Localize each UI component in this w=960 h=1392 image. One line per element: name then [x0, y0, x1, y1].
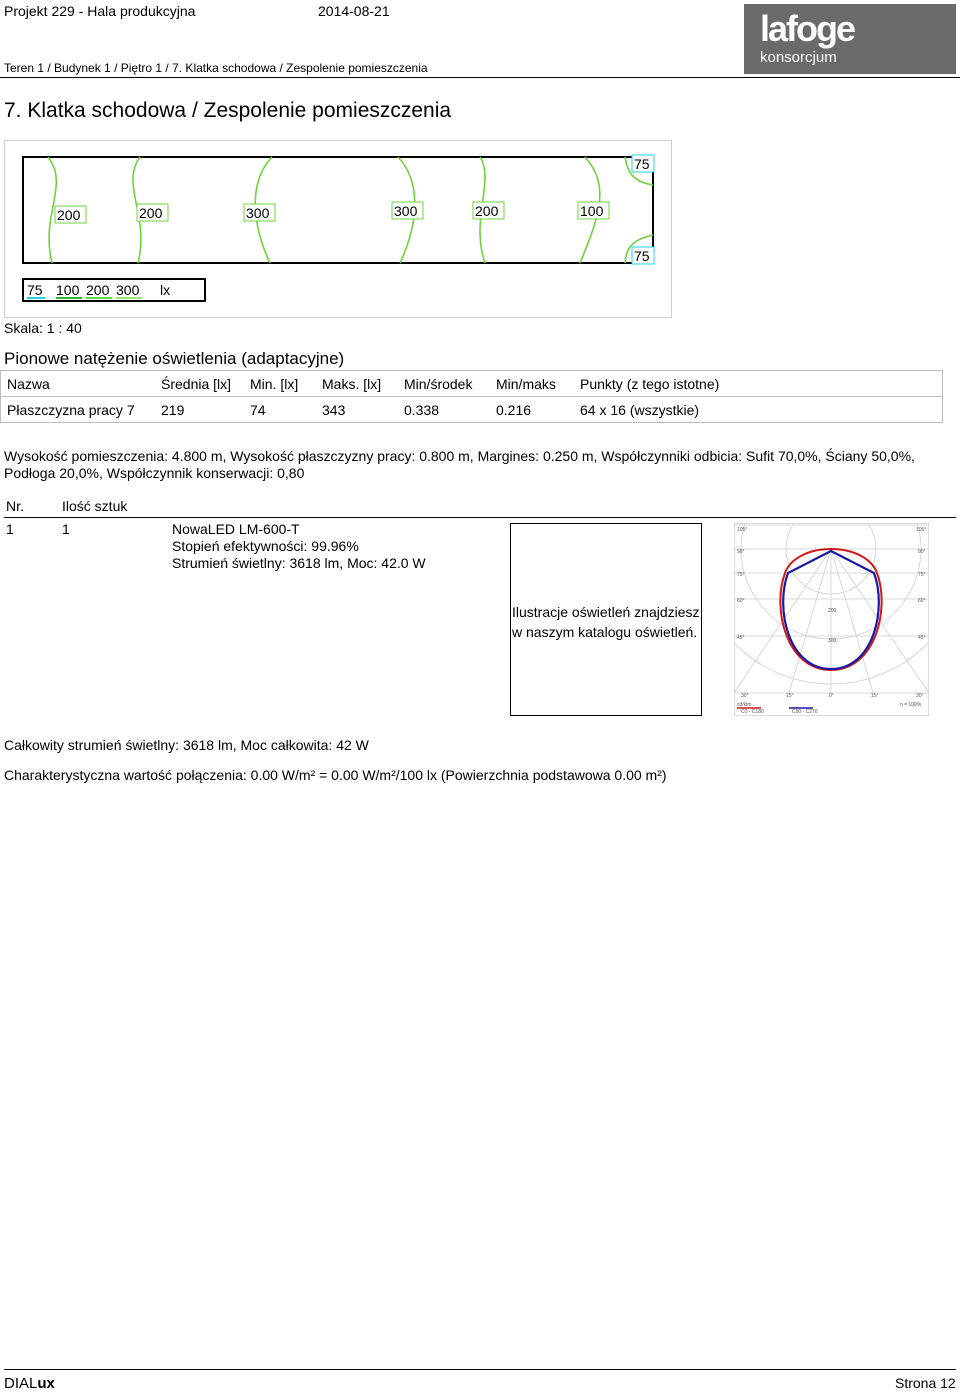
luminaire-nr: 1 [6, 521, 14, 537]
page-number: Strona 12 [895, 1375, 956, 1391]
luminaire-divider [4, 517, 956, 518]
legend-unit: lx [160, 282, 171, 298]
results-table [0, 370, 943, 423]
footer-brand-b: ux [37, 1375, 55, 1392]
characteristic-value: Charakterystyczna wartość połączenia: 0.00 W/m² = 0.00 W/m²/100 lx (Powierzchnia podstawowa 0.00 m²) [4, 767, 667, 783]
footer-brand-a: DIAL [4, 1375, 38, 1392]
results-header-row [1, 371, 943, 397]
corner-label-bottom [632, 247, 654, 264]
breadcrumb: Teren 1 / Budynek 1 / Piętro 1 / 7. Klatka schodowa / Zespolenie pomieszczenia [4, 61, 428, 75]
luminaire-header-qty: Ilość sztuk [62, 498, 128, 514]
footer-brand [4, 1375, 55, 1392]
project-title: Projekt 229 - Hala produkcyjna [4, 3, 196, 19]
luminaire-photo-placeholder [510, 523, 702, 716]
plan-label-5: 200 [475, 203, 499, 219]
polar-left-75: 75° [737, 572, 745, 578]
luminaire-flux: Strumień świetlny: 3618 lm, Moc: 42.0 W [172, 555, 426, 571]
polar-right-45: 45° [918, 635, 926, 641]
results-row [1, 397, 943, 423]
logo-brand: lafoge [760, 8, 855, 49]
col-max: Maks. [lx] [316, 371, 398, 397]
room-parameters: Wysokość pomieszczenia: 4.800 m, Wysokość płaszczyzny pracy: 0.800 m, Margines: 0.250 m, Współczynniki odbicia: Sufit 70,0%, Ściany 50,0%, Podłoga 20,0%, Współczynnik konserwacji: 0,80 [4, 448, 915, 481]
luminaire-header-nr: Nr. [6, 498, 24, 514]
luminaire-qty: 1 [62, 521, 70, 537]
col-min-max: Min/maks [490, 371, 574, 397]
row-min-max: 0.216 [490, 397, 574, 423]
polar-right-75: 75° [918, 572, 926, 578]
polar-legend-c90: C90 - C270 [792, 709, 818, 715]
plan-corner-top: 75 [634, 156, 650, 172]
row-name: Płaszczyzna pracy 7 [1, 397, 156, 423]
legend-value-200: 200 [86, 282, 110, 298]
row-points: 64 x 16 (wszystkie) [574, 397, 943, 423]
isolux-legend [23, 279, 205, 301]
row-max: 343 [316, 397, 398, 423]
legend-value-300: 300 [116, 282, 140, 298]
polar-left-90: 90° [737, 549, 745, 555]
polar-bottom-0: 0° [829, 693, 834, 699]
polar-left-60: 60° [737, 598, 745, 604]
room-outline [23, 157, 653, 263]
col-avg: Średnia [lx] [155, 371, 244, 397]
luminaire-name: NowaLED LM-600-T [172, 521, 300, 537]
scale-label: Skala: 1 : 40 [4, 320, 82, 336]
row-avg: 219 [155, 397, 244, 423]
polar-right-105: 105° [916, 527, 927, 533]
total-flux: Całkowity strumień świetlny: 3618 lm, Moc całkowita: 42 W [4, 737, 369, 753]
col-points: Punkty (z tego istotne) [574, 371, 943, 397]
polar-right-60: 60° [918, 598, 926, 604]
polar-left-45: 45° [737, 635, 745, 641]
footer-divider [4, 1369, 956, 1370]
legend-frame [23, 279, 205, 301]
col-name: Nazwa [1, 371, 156, 397]
polar-bottom-15r: 15° [871, 693, 879, 699]
section-title: 7. Klatka schodowa / Zespolenie pomieszczenia [4, 99, 452, 122]
polar-left-105: 105° [737, 527, 748, 533]
polar-radial-300: 300 [828, 638, 837, 644]
plan-label-6: 100 [580, 203, 604, 219]
isoline-label-2 [137, 204, 168, 221]
polar-legend-c0: C0 - C180 [741, 709, 764, 715]
legend-value-100: 100 [56, 282, 80, 298]
luminaire-info [172, 521, 426, 572]
results-title: Pionowe natężenie oświetlenia (adaptacyjne) [4, 349, 345, 368]
polar-right-90: 90° [918, 549, 926, 555]
isoline-label-4 [392, 202, 423, 219]
plan-label-4: 300 [394, 203, 418, 219]
isoline-label-5 [473, 202, 504, 219]
polar-diagram [734, 523, 929, 716]
polar-bottom-15l: 15° [786, 693, 794, 699]
isoline-label-3 [244, 204, 275, 221]
plan-label-2: 200 [139, 205, 163, 221]
row-min-avg: 0.338 [398, 397, 490, 423]
isoline-label-1 [55, 206, 86, 223]
polar-unit: cd/klm [737, 702, 752, 708]
col-min-avg: Min/środek [398, 371, 490, 397]
photo-placeholder-text [512, 602, 700, 642]
corner-label-top [632, 155, 654, 172]
plan-corner-bottom: 75 [634, 248, 650, 264]
polar-bottom-30l: 30° [741, 693, 749, 699]
luminaire-efficiency: Stopień efektywności: 99.96% [172, 538, 359, 554]
row-min: 74 [244, 397, 316, 423]
plan-label-3: 300 [246, 205, 270, 221]
photo-text-line-1: Ilustracje oświetleń znajdziesz [512, 604, 700, 620]
col-min: Min. [lx] [244, 371, 316, 397]
polar-bottom-30r: 30° [916, 693, 924, 699]
legend-value-75: 75 [27, 282, 43, 298]
report-date: 2014-08-21 [318, 3, 390, 19]
isoline-label-6 [578, 202, 609, 219]
photo-text-line-2: w naszym katalogu oświetleń. [512, 624, 698, 640]
polar-efficiency: η = 100% [900, 702, 922, 708]
isolux-plan [0, 0, 680, 320]
logo-subtitle: konsorcjum [760, 49, 837, 66]
plan-label-1: 200 [57, 207, 81, 223]
company-logo [744, 4, 956, 74]
polar-radial-200: 200 [828, 608, 837, 614]
